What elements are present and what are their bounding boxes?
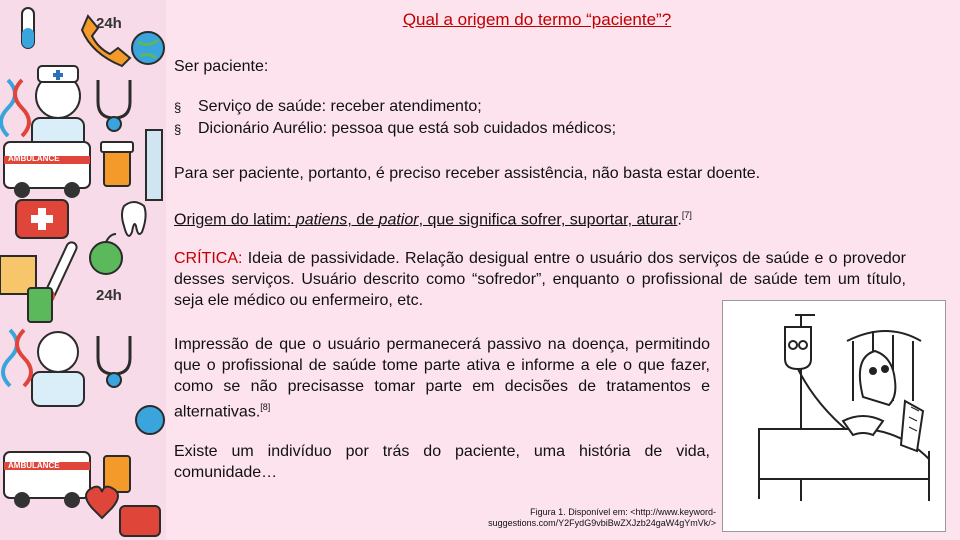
ambulance-icon-2 bbox=[4, 452, 90, 508]
critica-label: CRÍTICA: bbox=[174, 250, 243, 267]
globe-icon-2 bbox=[136, 406, 164, 434]
origem-end: . bbox=[677, 211, 682, 229]
svg-text:AMBULANCE: AMBULANCE bbox=[8, 154, 60, 163]
dna-icon-2 bbox=[3, 330, 31, 386]
impressao-text: Impressão de que o usuário permanecerá passivo na doença, permitindo que o profissional de saúde tome parte ativa e informe a ele o que fazer, como se não precisasse tomar parte em decisões de tratamentos e alternativas. bbox=[174, 336, 710, 421]
pill-bottle-icon-2 bbox=[28, 288, 52, 322]
origem-mid: , de bbox=[347, 211, 379, 229]
paragraph-existe: Existe um indivíduo por trás do paciente, uma história de vida, comunidade… bbox=[174, 443, 710, 481]
first-aid-icon bbox=[16, 200, 68, 238]
figure-caption bbox=[416, 507, 716, 529]
ambulance-icon bbox=[4, 142, 90, 198]
paragraph-origem bbox=[174, 205, 692, 230]
critica-text: Ideia de passividade. Relação desigual entre o usuário dos serviços de saúde e o provedor desses serviços. Usuário descrito como “sofredor”, enquanto o profissional de saúde tem um título, seja ele médico ou enfermeiro, etc. bbox=[174, 250, 906, 309]
nurse-icon bbox=[32, 66, 84, 152]
caption-line-1: Figura 1. Disponível em: <http://www.keyword- bbox=[530, 507, 716, 517]
dna-icon bbox=[1, 80, 29, 136]
origem-word-patior: patior bbox=[378, 211, 419, 229]
bullet-item: § Dicionário Aurélio: pessoa que está sob cuidados médicos; bbox=[174, 118, 616, 140]
stethoscope-icon-2 bbox=[98, 336, 130, 387]
patient-in-bed-drawing bbox=[723, 301, 945, 531]
medical-icons-illustration bbox=[0, 0, 166, 540]
slide-title: Qual a origem do termo “paciente”? bbox=[402, 10, 672, 29]
globe-icon bbox=[132, 32, 164, 64]
iv-bag-icon bbox=[785, 327, 811, 369]
pill-bottle-icon bbox=[101, 142, 133, 186]
paragraph-impressao bbox=[174, 334, 710, 422]
origem-prefix: Origem do latim: bbox=[174, 211, 296, 229]
tooth-icon bbox=[122, 202, 146, 236]
origem-suffix: , que significa sofrer, suportar, aturar bbox=[418, 211, 678, 229]
nurse-icon-2 bbox=[32, 332, 84, 406]
pillow bbox=[901, 401, 923, 451]
bullet-item: § Serviço de saúde: receber atendimento; bbox=[174, 96, 616, 118]
intro-text: Ser paciente: bbox=[174, 58, 269, 75]
reference-7: [7] bbox=[681, 210, 692, 220]
test-tube-icon bbox=[22, 8, 34, 48]
heart-icon bbox=[86, 487, 118, 518]
patient-cartoon-image bbox=[722, 300, 946, 532]
origem-word-patiens: patiens bbox=[295, 211, 348, 229]
stethoscope-icon bbox=[98, 80, 130, 131]
reference-8: [8] bbox=[260, 402, 271, 412]
label-24h-2: 24h bbox=[96, 287, 122, 304]
svg-text:AMBULANCE: AMBULANCE bbox=[8, 461, 60, 470]
paragraph-assistencia: Para ser paciente, portanto, é preciso receber assistência, não basta estar doente. bbox=[174, 165, 761, 182]
medical-icons-sidebar bbox=[0, 0, 166, 540]
ruler-icon bbox=[146, 130, 162, 200]
apple-icon bbox=[90, 234, 122, 274]
label-24h: 24h bbox=[96, 15, 122, 32]
caption-line-2: suggestions.com/Y2FydG9vbiBwZXJzb24gaW4gYmVk/> bbox=[488, 518, 716, 528]
slide bbox=[166, 0, 960, 540]
first-aid-icon-2 bbox=[120, 506, 160, 536]
bullet-list bbox=[174, 96, 616, 140]
patient-head bbox=[860, 351, 896, 405]
